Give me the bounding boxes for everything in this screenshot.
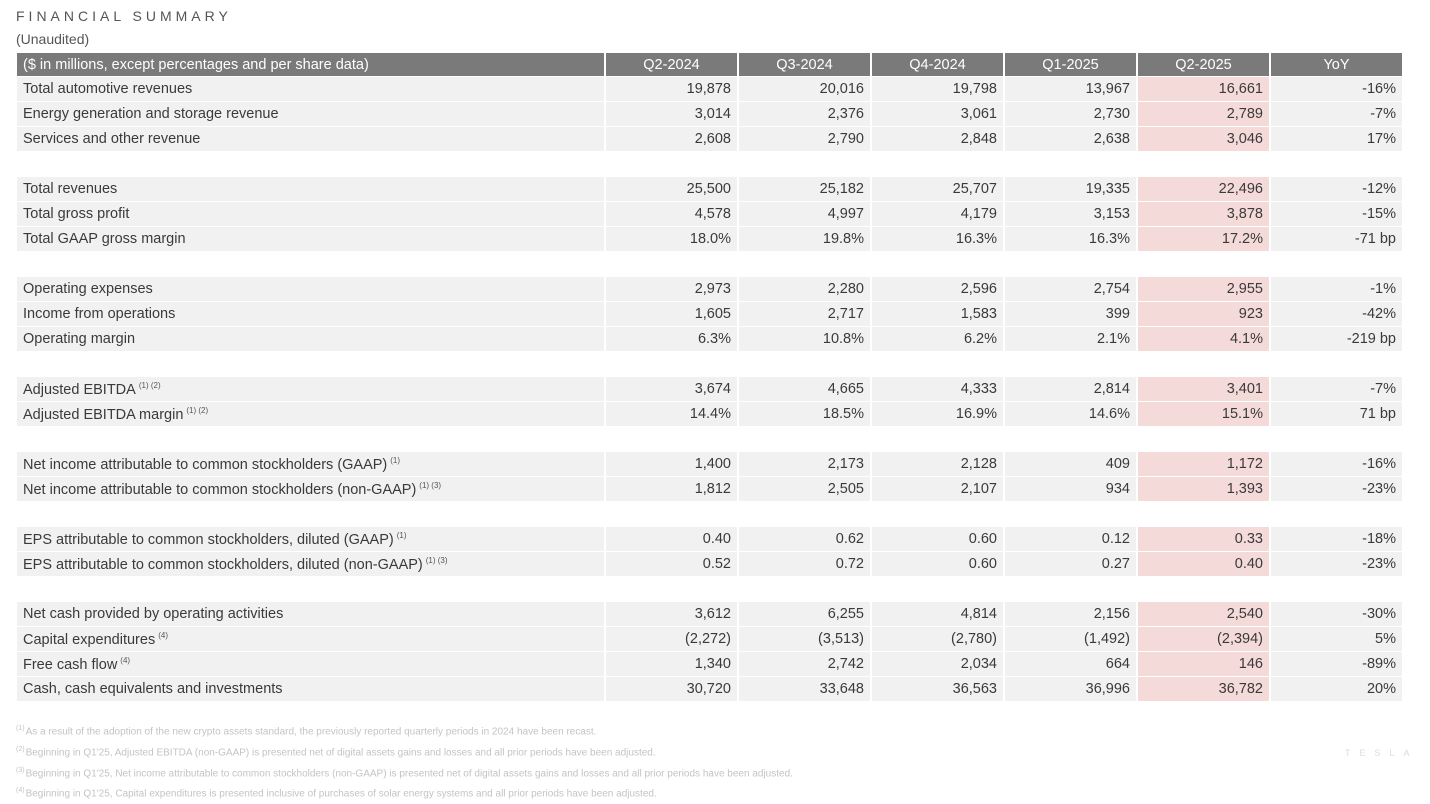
table-row [17,402,1404,427]
cell-q2-2025: 22,496 [1138,177,1271,202]
cell-q1-2025: 2,730 [1005,102,1138,127]
cell-q2-2025: 15.1% [1138,402,1271,427]
column-header-description: ($ in millions, except percentages and per share data) [17,53,606,77]
row-label [17,202,606,227]
cell-q4-2024: 2,128 [872,452,1005,477]
cell-q2-2025: 2,540 [1138,602,1271,627]
cell-q4-2024: 16.9% [872,402,1005,427]
cell-q3-2024: 25,182 [739,177,872,202]
cell-yoy: -219 bp [1271,327,1404,352]
row-label-text: Capital expenditures [23,631,156,648]
group-spacer [17,352,1404,377]
cell-q2-2025: 2,789 [1138,102,1271,127]
table-body [17,77,1404,702]
row-label [17,652,606,677]
cell-q1-2025: 0.12 [1005,527,1138,552]
row-label [17,127,606,152]
footnote-reference: (4) [120,655,131,665]
row-label-text: EPS attributable to common stockholders, diluted (non-GAAP) [23,556,423,573]
footnote-text: Beginning in Q1'25, Adjusted EBITDA (non-GAAP) is presented net of digital assets gains and losses and all prior periods have been adjusted. [25,747,656,759]
table-row [17,102,1404,127]
cell-q4-2024: 2,034 [872,652,1005,677]
table-row [17,552,1404,577]
row-label-text: Total gross profit [23,206,130,222]
cell-q2-2025: 0.40 [1138,552,1271,577]
footnote-mark: (2) [16,745,25,753]
row-label [17,527,606,552]
cell-q4-2024: 6.2% [872,327,1005,352]
footnote [16,720,793,741]
cell-q2-2024: 3,674 [606,377,739,402]
table-row [17,177,1404,202]
group-spacer [17,502,1404,527]
row-label [17,177,606,202]
tesla-logo: TESLA [1345,748,1419,758]
column-header-yoy: YoY [1271,53,1404,77]
row-label-text: Free cash flow [23,656,118,673]
cell-yoy: -16% [1271,77,1404,102]
footnote-reference: (1) (3) [425,555,448,565]
cell-yoy: -15% [1271,202,1404,227]
table-row [17,227,1404,252]
cell-q3-2024: 6,255 [739,602,872,627]
cell-q3-2024: 0.62 [739,527,872,552]
cell-q2-2025: 923 [1138,302,1271,327]
footnote-text: As a result of the adoption of the new crypto assets standard, the previously reported quarterly periods in 2024 have been recast. [25,726,597,738]
row-label-text: Net income attributable to common stockholders (GAAP) [23,456,388,473]
cell-q2-2025: 17.2% [1138,227,1271,252]
column-header-q1-2025: Q1-2025 [1005,53,1138,77]
cell-q1-2025: 19,335 [1005,177,1138,202]
table-row [17,377,1404,402]
cell-q2-2025: 4.1% [1138,327,1271,352]
cell-q3-2024: 2,376 [739,102,872,127]
cell-q2-2024: 3,014 [606,102,739,127]
cell-yoy: -12% [1271,177,1404,202]
cell-q2-2025: 36,782 [1138,677,1271,702]
cell-q2-2025: 3,878 [1138,202,1271,227]
cell-q2-2025: 1,172 [1138,452,1271,477]
cell-q1-2025: 13,967 [1005,77,1138,102]
group-spacer [17,252,1404,277]
cell-q4-2024: 3,061 [872,102,1005,127]
cell-q1-2025: 16.3% [1005,227,1138,252]
column-header-q4-2024: Q4-2024 [872,53,1005,77]
cell-q1-2025: 2,814 [1005,377,1138,402]
column-header-q2-2024: Q2-2024 [606,53,739,77]
cell-q2-2024: 0.52 [606,552,739,577]
footnote-mark: (3) [16,766,25,774]
cell-q3-2024: 2,790 [739,127,872,152]
cell-q3-2024: 2,280 [739,277,872,302]
row-label [17,327,606,352]
row-label [17,677,606,702]
cell-q2-2025: 0.33 [1138,527,1271,552]
cell-q2-2024: 3,612 [606,602,739,627]
cell-yoy: 20% [1271,677,1404,702]
cell-q2-2025: 1,393 [1138,477,1271,502]
cell-q3-2024: 0.72 [739,552,872,577]
cell-q1-2025: 2.1% [1005,327,1138,352]
cell-q2-2024: 19,878 [606,77,739,102]
row-label-text: Cash, cash equivalents and investments [23,681,283,697]
cell-q4-2024: 0.60 [872,552,1005,577]
cell-q3-2024: 18.5% [739,402,872,427]
table-row [17,452,1404,477]
cell-q2-2025: 3,401 [1138,377,1271,402]
cell-q4-2024: 1,583 [872,302,1005,327]
group-spacer [17,577,1404,602]
cell-q3-2024: 10.8% [739,327,872,352]
row-label-text: Operating margin [23,331,136,347]
table-row [17,677,1404,702]
row-label-text: Adjusted EBITDA margin [23,406,184,423]
cell-q1-2025: 399 [1005,302,1138,327]
row-label-text: Total automotive revenues [23,81,193,97]
cell-yoy: -71 bp [1271,227,1404,252]
row-label [17,452,606,477]
row-label-text: Services and other revenue [23,131,201,147]
cell-q3-2024: (3,513) [739,627,872,652]
table-row [17,477,1404,502]
cell-q3-2024: 33,648 [739,677,872,702]
row-label-text: Adjusted EBITDA [23,381,136,398]
row-label [17,227,606,252]
footnote [16,762,793,783]
cell-q1-2025: 2,754 [1005,277,1138,302]
cell-q3-2024: 2,173 [739,452,872,477]
row-label-text: Net income attributable to common stockholders (non-GAAP) [23,481,417,498]
financial-summary-table [17,53,1404,702]
cell-q4-2024: 2,596 [872,277,1005,302]
cell-q3-2024: 2,505 [739,477,872,502]
row-label [17,77,606,102]
footnote-mark: (4) [16,787,25,795]
cell-q4-2024: 4,333 [872,377,1005,402]
table-row [17,527,1404,552]
row-label [17,627,606,652]
cell-q4-2024: 36,563 [872,677,1005,702]
cell-q1-2025: 36,996 [1005,677,1138,702]
cell-yoy: -16% [1271,452,1404,477]
cell-q2-2024: 1,400 [606,452,739,477]
row-label [17,402,606,427]
table-row [17,202,1404,227]
cell-q2-2024: 2,973 [606,277,739,302]
footnote-mark: (1) [16,725,25,732]
cell-q1-2025: 3,153 [1005,202,1138,227]
cell-yoy: -30% [1271,602,1404,627]
row-label [17,602,606,627]
cell-q2-2024: 1,812 [606,477,739,502]
footnote-reference: (1) (3) [419,480,442,490]
cell-q4-2024: 19,798 [872,77,1005,102]
cell-q3-2024: 2,717 [739,302,872,327]
cell-q2-2024: 1,605 [606,302,739,327]
cell-yoy: -18% [1271,527,1404,552]
row-label-text: Total revenues [23,181,118,197]
cell-q4-2024: 2,848 [872,127,1005,152]
row-label-text: Operating expenses [23,281,153,297]
cell-q1-2025: 0.27 [1005,552,1138,577]
row-label [17,377,606,402]
cell-yoy: -7% [1271,377,1404,402]
cell-q1-2025: 934 [1005,477,1138,502]
group-spacer [17,427,1404,452]
row-label [17,477,606,502]
footnotes [16,720,793,803]
cell-q1-2025: 664 [1005,652,1138,677]
footnote-reference: (4) [158,630,168,640]
footnote-reference: (1) (2) [186,405,209,415]
table-row [17,77,1404,102]
table-row [17,302,1404,327]
cell-q2-2024: 30,720 [606,677,739,702]
row-label [17,302,606,327]
cell-q1-2025: 2,638 [1005,127,1138,152]
table-row [17,627,1404,652]
cell-yoy: 5% [1271,627,1404,652]
page-subtitle: (Unaudited) [16,31,90,47]
cell-q2-2025: 2,955 [1138,277,1271,302]
page-title: FINANCIAL SUMMARY [16,8,232,24]
cell-q2-2024: 18.0% [606,227,739,252]
cell-q4-2024: (2,780) [872,627,1005,652]
cell-q3-2024: 2,742 [739,652,872,677]
row-label [17,552,606,577]
row-label [17,102,606,127]
cell-yoy: -23% [1271,477,1404,502]
cell-yoy: -42% [1271,302,1404,327]
cell-q2-2024: 2,608 [606,127,739,152]
footnote-text: Beginning in Q1'25, Net income attributable to common stockholders (non-GAAP) is presented net of digital assets gains and losses and all prior periods have been adjusted. [25,767,793,779]
column-header-q3-2024: Q3-2024 [739,53,872,77]
cell-q2-2024: 1,340 [606,652,739,677]
cell-q2-2024: 25,500 [606,177,739,202]
cell-q1-2025: 14.6% [1005,402,1138,427]
row-label [17,277,606,302]
row-label-text: Total GAAP gross margin [23,231,186,247]
cell-q1-2025: 409 [1005,452,1138,477]
cell-q2-2025: 16,661 [1138,77,1271,102]
footnote-reference: (1) [396,530,407,540]
footnote-reference: (1) [390,455,401,465]
footnote-reference: (1) (2) [138,380,161,390]
row-label-text: EPS attributable to common stockholders, diluted (GAAP) [23,531,394,548]
cell-q2-2024: 0.40 [606,527,739,552]
cell-q2-2025: 3,046 [1138,127,1271,152]
cell-q2-2024: (2,272) [606,627,739,652]
cell-yoy: -89% [1271,652,1404,677]
table-header-row [17,53,1404,77]
cell-q4-2024: 25,707 [872,177,1005,202]
cell-q4-2024: 2,107 [872,477,1005,502]
cell-q2-2025: (2,394) [1138,627,1271,652]
cell-q3-2024: 19.8% [739,227,872,252]
row-label-text: Energy generation and storage revenue [23,106,279,122]
cell-q1-2025: (1,492) [1005,627,1138,652]
cell-q2-2024: 14.4% [606,402,739,427]
table-row [17,602,1404,627]
cell-q2-2024: 4,578 [606,202,739,227]
cell-q2-2024: 6.3% [606,327,739,352]
row-label-text: Income from operations [23,306,176,322]
cell-q4-2024: 0.60 [872,527,1005,552]
footnote [16,741,793,762]
cell-q4-2024: 4,814 [872,602,1005,627]
cell-yoy: 71 bp [1271,402,1404,427]
column-header-q2-2025: Q2-2025 [1138,53,1271,77]
cell-q3-2024: 4,997 [739,202,872,227]
footnote-text: Beginning in Q1'25, Capital expenditures is presented inclusive of purchases of solar energy systems and all prior periods have been adjusted. [25,788,657,800]
cell-yoy: -23% [1271,552,1404,577]
cell-yoy: -7% [1271,102,1404,127]
footnote [16,782,793,803]
table-row [17,127,1404,152]
cell-q3-2024: 4,665 [739,377,872,402]
cell-yoy: 17% [1271,127,1404,152]
cell-q4-2024: 16.3% [872,227,1005,252]
cell-q2-2025: 146 [1138,652,1271,677]
cell-q4-2024: 4,179 [872,202,1005,227]
cell-q1-2025: 2,156 [1005,602,1138,627]
row-label-text: Net cash provided by operating activities [23,606,284,622]
cell-q3-2024: 20,016 [739,77,872,102]
table-row [17,327,1404,352]
table-row [17,652,1404,677]
table-row [17,277,1404,302]
cell-yoy: -1% [1271,277,1404,302]
group-spacer [17,152,1404,177]
